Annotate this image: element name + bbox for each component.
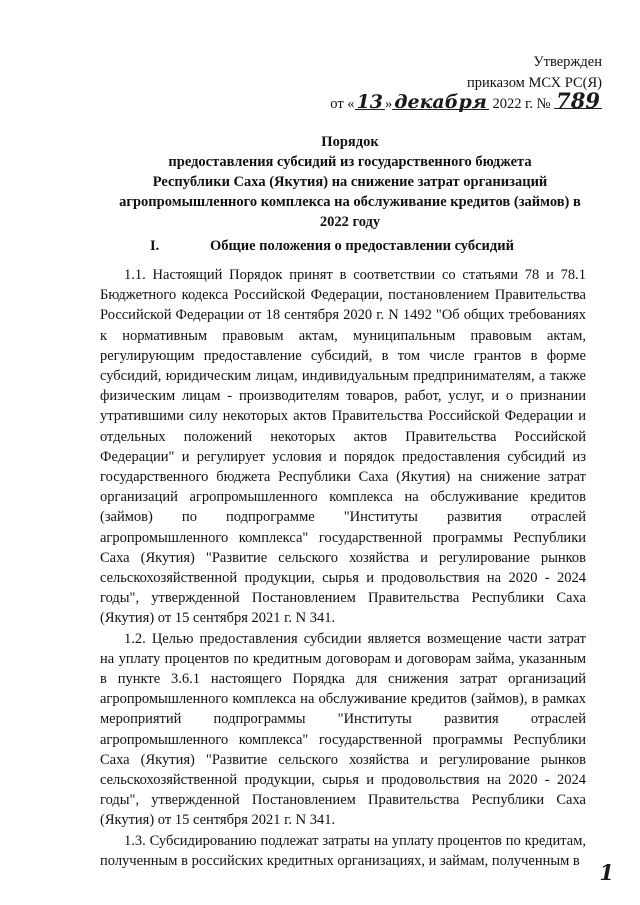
handwritten-day: 13 — [356, 91, 384, 113]
paragraph-1-1: 1.1. Настоящий Порядок принят в соответствии со статьями 78 и 78.1 Бюджетного кодекса Российской Федерации, постановлением Правительства Российской Федерации от 18 сентября 2020 г. N 1492 "Об общих требованиях к нормативным правовым актам, муниципальным правовым актам, регулирующим предоставление субсидий, в том числе грантов в форме субсидий, юридическим лицам, индивидуальным предпринимателям, а также физическим лицам - производителям товаров, работ, услуг, и о признании утратившими силу некоторых актов Правительства Российской Федерации и отдельных положений некоторых актов Правительства Российской Федерации" и регулирует условия и порядок предоставления субсидий из государственного бюджета Республики Саха (Якутия) на снижение затрат организаций агропромышленного комплекса на обслуживание кредитов (займов) по подпрограмме "Институты развития отраслей агропромышленного комплекса" государственной программы Республики Саха (Якутия) "Развитие сельского хозяйства и регулирование рынков сельскохозяйственной продукции, сырья и продовольствия на 2020 - 2024 годы", утвержденной Постановлением Правительства Республики Саха (Якутия) от 15 сентября 2021 г. N 341. — [100, 267, 586, 627]
date-prefix: от « — [330, 96, 355, 112]
title-line-2: предоставления субсидий из государственного бюджета — [168, 154, 532, 170]
page-number: 1 — [599, 860, 614, 885]
title-line-1: Порядок — [321, 134, 379, 150]
title-line-3: Республики Саха (Якутия) на снижение затрат организаций — [152, 174, 548, 190]
approval-order: приказом МСХ РС(Я) — [467, 75, 602, 91]
paragraph-1-2: 1.2. Целью предоставления субсидии является возмещение части затрат на уплату процентов по кредитным договорам и договорам займа, указанным в пункте 3.6.1 настоящего Порядка для снижения затрат организаций агропромышленного комплекса на обслуживание кредитов (займов), в рамках мероприятий подпрограммы "Институты развития отраслей агропромышленного комплекса" государственной программы Республики Саха (Якутия) "Развитие сельского хозяйства и регулирование рынков сельскохозяйственной продукции, сырья и продовольствия на 2020 - 2024 годы", утвержденной Постановлением Правительства Республики Саха (Якутия) от 15 сентября 2021 г. N 341. — [100, 630, 586, 829]
date-mid: » — [385, 96, 393, 112]
section-title: Общие положения о предоставлении субсидий — [210, 238, 514, 254]
document-body — [100, 265, 586, 871]
approval-stamp — [302, 52, 602, 115]
paragraph-1-3: 1.3. Субсидированию подлежат затраты на уплату процентов по кредитам, полученным в российских кредитных организациях, и займам, полученным в — [100, 832, 586, 869]
handwritten-number: 789 — [556, 88, 600, 113]
approval-date-line — [302, 88, 602, 115]
approval-label: Утвержден — [533, 54, 602, 70]
handwritten-month: декабря — [394, 91, 487, 113]
title-line-4: агропромышленного комплекса на обслуживание кредитов (займов) в — [119, 194, 581, 210]
section-heading — [150, 236, 570, 256]
date-year: 2022 г. № — [492, 96, 551, 112]
section-number: I. — [150, 238, 160, 254]
title-line-5: 2022 году — [319, 214, 381, 230]
document-title — [100, 132, 600, 232]
